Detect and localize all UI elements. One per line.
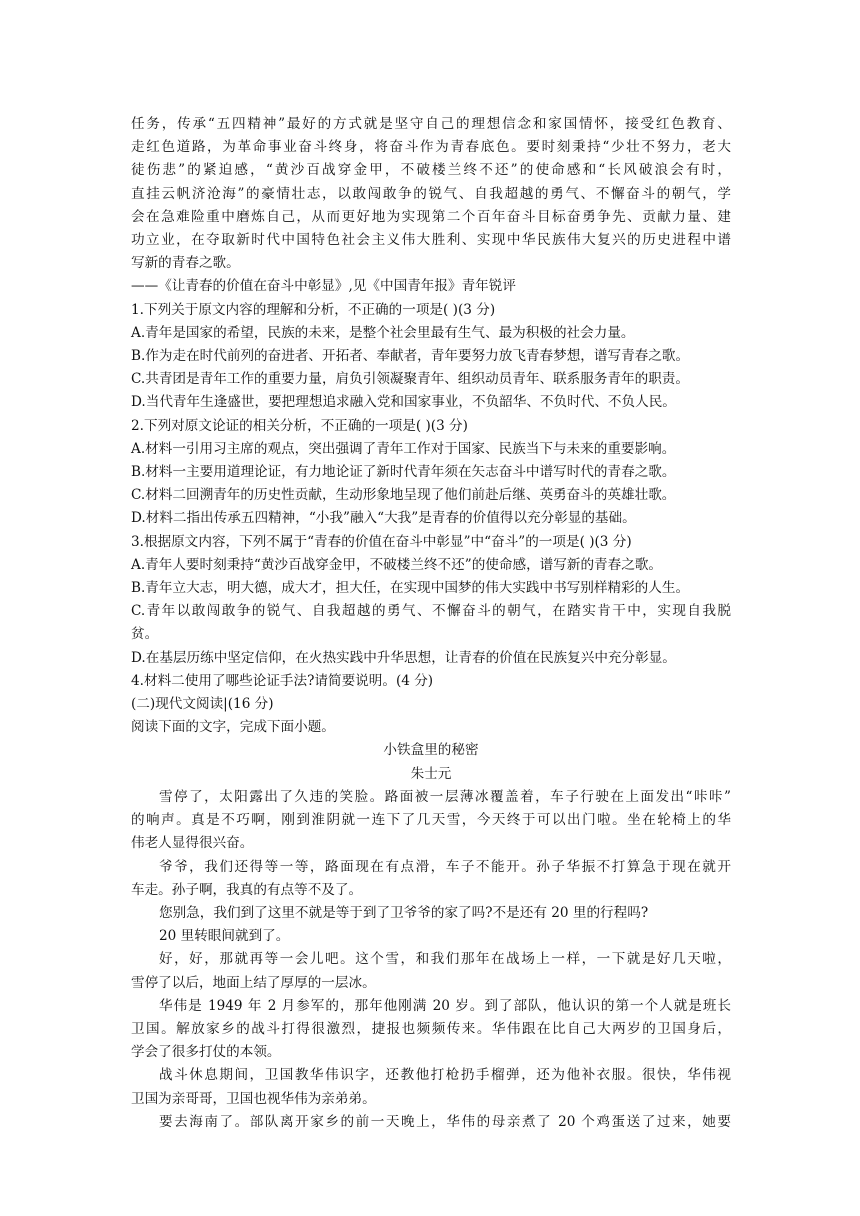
- story-paragraph: [131, 1064, 731, 1110]
- question-stem: 3.根据原文内容，下列不属于“青春的价值在奋斗中彰显”中“奋斗”的一项是( )(3 分): [131, 533, 632, 550]
- story-paragraph: [131, 786, 731, 856]
- question-1: [131, 299, 731, 415]
- passage-line: 功立业，在夺取新时代中国特色社会主义伟大胜利、实现中华民族伟大复兴的历史进程中谱: [131, 232, 731, 249]
- passage-source: ——《让青春的价值在奋斗中彰显》,见《中国青年报》青年锐评: [131, 278, 516, 295]
- passage-line: 任务，传承“五四精神”最好的方式就是坚守自己的理想信念和家国情怀，接受红色教育、: [131, 116, 731, 132]
- story-line: 卫国为亲哥哥，卫国也视华伟为亲弟弟。: [131, 1090, 376, 1107]
- story-line: 要去海南了。部队离开家乡的前一天晚上，华伟的母亲煮了 20 个鸡蛋送了过来，她要: [159, 1113, 731, 1130]
- passage-line: 直挂云帆济沧海”的豪情壮志，以敢闯敢争的锐气、自我超越的勇气、不懈奋斗的朝气，学: [131, 185, 731, 202]
- question-stem: 4.材料二使用了哪些论证手法?请简要说明。(4 分): [131, 672, 434, 689]
- question-3: [131, 531, 731, 670]
- passage-continuation: [131, 113, 731, 275]
- story-paragraph: [131, 902, 731, 925]
- story-line: 好，好，那就再等一会儿吧。这个雪，和我们那年在战场上一样，一下就是好几天啦，: [159, 951, 731, 968]
- story-line: 伟老人显得很兴奋。: [131, 835, 254, 852]
- passage-line: 走红色道路，为革命事业奋斗终身，将奋斗作为青春底色。要时刻秉持“少壮不努力，老大: [131, 139, 731, 156]
- story-line: 车走。孙子啊，我真的有点等不及了。: [131, 881, 363, 898]
- story-line: 您别急，我们到了这里不就是等于到了卫爷爷的家了吗?不是还有 20 里的行程吗?: [159, 904, 649, 921]
- option-a: A.青年人要时刻秉持“黄沙百战穿金甲，不破楼兰终不还”的使命感，谱写新的青春之歌。: [131, 556, 663, 573]
- option-c: C.青年以敢闯敢争的锐气、自我超越的勇气、不懈奋斗的朝气，在踏实肯干中，实现自我脱: [131, 603, 731, 620]
- question-stem: 2.下列对原文论证的相关分析，不正确的一项是( )(3 分): [131, 417, 468, 434]
- question-stem: 1.下列关于原文内容的理解和分析，不正确的一项是( )(3 分): [131, 301, 496, 318]
- passage-line: 写新的青春之歌。: [131, 255, 240, 272]
- story-line: 20 里转眼间就到了。: [159, 928, 290, 945]
- story-line: 华伟是 1949 年 2 月参军的，那年他刚满 20 岁。到了部队，他认识的第一个人就是班长: [159, 997, 731, 1014]
- story-line: 爷爷，我们还得等一等，路面现在有点滑，车子不能开。孙子华振不打算急于现在就开: [159, 858, 731, 875]
- story-line: 卫国。解放家乡的战斗打得很激烈，捷报也频频传来。华伟跟在比自己大两岁的卫国身后，: [131, 1020, 731, 1037]
- option-b: B.材料一主要用道理论证，有力地论证了新时代青年须在矢志奋斗中谱写时代的青春之歌。: [131, 464, 676, 481]
- story-paragraph: [131, 1111, 731, 1134]
- story-title: 小铁盒里的秘密: [383, 742, 479, 759]
- story-line: 战斗休息期间，卫国教华伟识字，还教他打枪扔手榴弹，还为他补衣服。很快，华伟视: [159, 1067, 731, 1084]
- question-4: [131, 670, 731, 693]
- story-paragraph: [131, 948, 731, 994]
- story-line: 的响声。真是不巧啊，刚到淮阴就一连下了几天雪，今天终于可以出门啦。坐在轮椅上的华: [131, 812, 731, 829]
- story-author: 朱士元: [410, 765, 452, 782]
- story-paragraph: [131, 995, 731, 1065]
- story-text: [131, 786, 731, 1134]
- option-c-continued: 贫。: [131, 626, 159, 643]
- passage-line: 会在急难险重中磨炼自己，从而更好地为实现第二个百年奋斗目标奋勇争先、贡献力量、建: [131, 208, 731, 225]
- section-heading: (二)现代文阅读|(16 分): [131, 696, 274, 713]
- story-paragraph: [131, 925, 731, 948]
- option-d: D.材料二指出传承五四精神，“小我”融入“大我”是青春的价值得以充分彰显的基础。: [131, 510, 636, 527]
- option-d: D.当代青年生逢盛世，要把理想追求融入党和国家事业，不负韶华、不负时代、不负人民。: [131, 394, 676, 411]
- option-b: B.青年立大志，明大德，成大才，担大任，在实现中国梦的伟大实践中书写别样精彩的人生。: [131, 580, 690, 597]
- question-2: [131, 415, 731, 531]
- option-c: C.材料二回溯青年的历史性贡献，生动形象地呈现了他们前赴后继、英勇奋斗的英雄壮歌。: [131, 487, 676, 504]
- option-d: D.在基层历练中坚定信仰，在火热实践中升华思想，让青春的价值在民族复兴中充分彰显。: [131, 649, 676, 666]
- option-a: A.材料一引用习主席的观点，突出强调了青年工作对于国家、民族当下与未来的重要影响。: [131, 440, 676, 457]
- option-b: B.作为走在时代前列的奋进者、开拓者、奉献者，青年要努力放飞青春梦想，谱写青春之歌。: [131, 348, 690, 365]
- story-paragraph: [131, 856, 731, 902]
- option-a: A.青年是国家的希望，民族的未来，是整个社会里最有生气、最为积极的社会力量。: [131, 324, 635, 341]
- option-c: C.共青团是青年工作的重要力量，肩负引领凝聚青年、组织动员青年、联系服务青年的职责。: [131, 371, 689, 388]
- document-body: [131, 113, 731, 1134]
- story-line: 雪停了，太阳露出了久违的笑脸。路面被一层薄冰覆盖着，车子行驶在上面发出“咔咔”: [159, 788, 731, 805]
- passage-line: 徒伤悲”的紧迫感，“黄沙百战穿金甲，不破楼兰终不还”的使命感和“长风破浪会有时，: [131, 162, 731, 179]
- story-line: 学会了很多打仗的本领。: [131, 1044, 281, 1061]
- story-line: 雪停了以后，地面上结了厚厚的一层冰。: [131, 974, 376, 991]
- reading-instruction: 阅读下面的文字，完成下面小题。: [131, 719, 335, 736]
